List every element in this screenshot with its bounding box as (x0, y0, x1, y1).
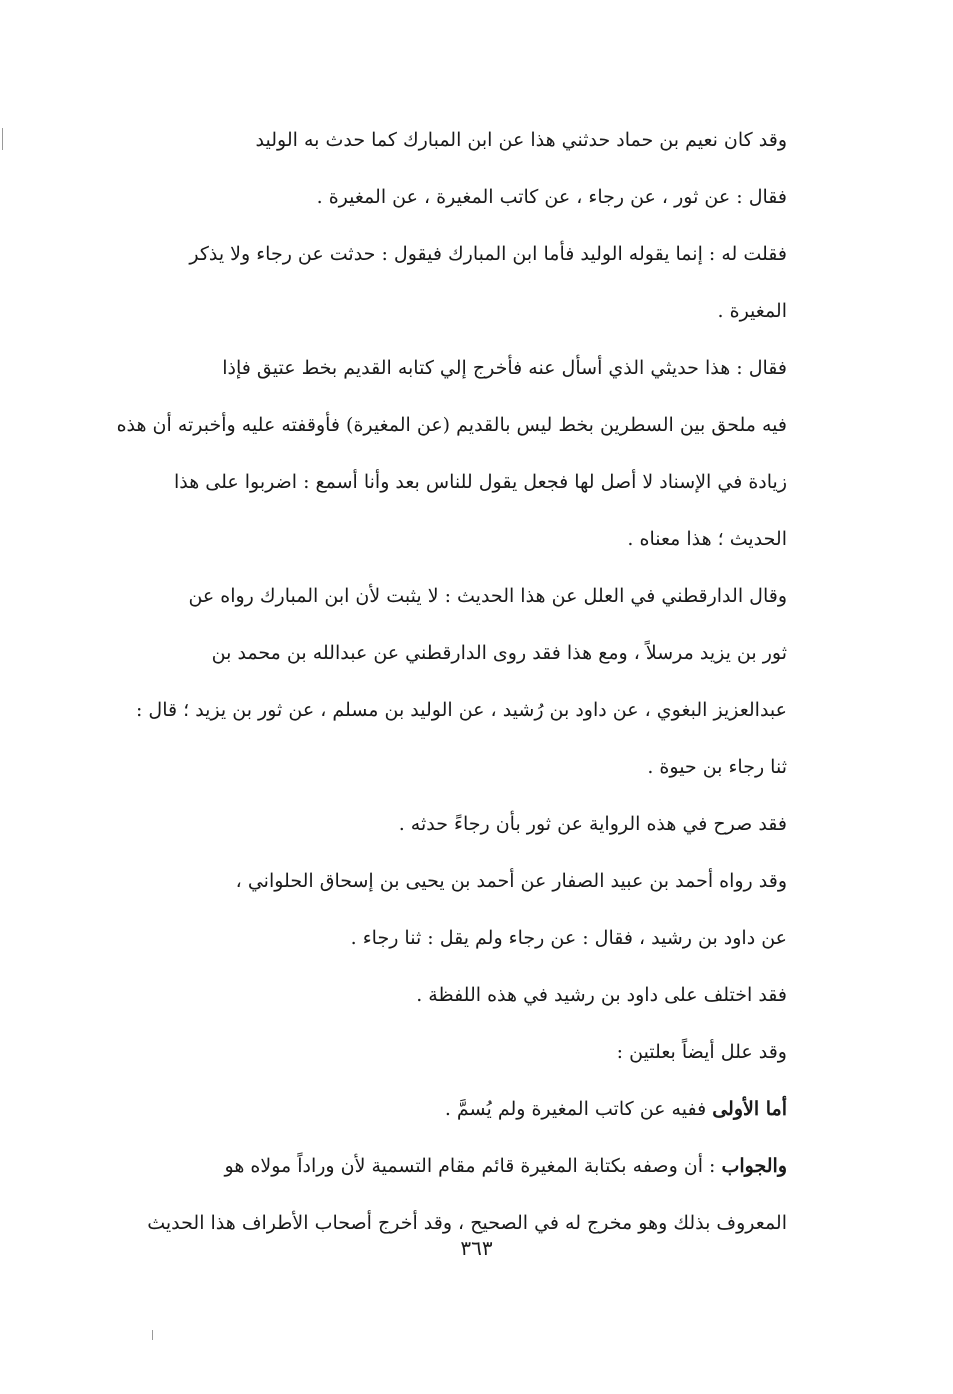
paragraph-10 (115, 1138, 825, 1252)
text-line: وقال الدارقطني في العلل عن هذا الحديث : لا يثبت لأن ابن المبارك رواه عن (188, 585, 787, 607)
paragraph-5 (115, 796, 825, 853)
paragraph-7 (115, 967, 825, 1024)
text-run: ففيه عن كاتب المغيرة ولم يُسمَّ . (444, 1098, 713, 1120)
text-line: المعروف بذلك وهو مخرج له في الصحيح ، وقد أخرج أصحاب الأطراف هذا الحديث (147, 1212, 787, 1234)
scan-mark (2, 128, 3, 150)
text-line: ثنا رجاء بن حيوة . (647, 756, 787, 778)
text-line: فقد صرح في هذه الرواية عن ثور بأن رجاءً حدثه . (398, 813, 787, 835)
text-line: وقد كان نعيم بن حماد حدثني هذا عن ابن المبارك كما حدث به الوليد (255, 129, 787, 151)
text-line: عن داود بن رشيد ، فقال : عن رجاء ولم يقل : ثنا رجاء . (350, 927, 787, 949)
text-line: عبدالعزيز البغوي ، عن داود بن رُشيد ، عن الوليد بن مسلم ، عن ثور بن يزيد ؛ قال : (135, 699, 787, 721)
text-line: فيه ملحق بين السطرين بخط ليس بالقديم (عن المغيرة) فأوقفته عليه وأخبرته أن هذه (116, 414, 787, 436)
paragraph-6 (115, 853, 825, 967)
page-number: ٣٦٣ (460, 1236, 493, 1260)
paragraph-4 (115, 568, 825, 796)
text-line (115, 1081, 825, 1138)
text-line: وقد رواه أحمد بن عبيد الصفار عن أحمد بن يحيى بن إسحاق الحلواني ، (235, 870, 787, 892)
text-line (115, 1138, 825, 1195)
text-run: : أن وصفه بكتابة المغيرة قائم مقام التسمية لأن وراداً مولاه هو (224, 1155, 722, 1177)
text-line: فقال : عن ثور ، عن رجاء ، عن كاتب المغيرة ، عن المغيرة . (316, 186, 787, 208)
text-line: فقد اختلف على داود بن رشيد في هذه اللفظة . (416, 984, 787, 1006)
text-line: وقد علل أيضاً بعلتين : (616, 1041, 787, 1063)
text-line: ثور بن يزيد مرسلاً ، ومع هذا فقد روى الدارقطني عن عبدالله بن محمد بن (211, 642, 787, 664)
bold-lead: والجواب (721, 1155, 787, 1177)
paragraph-1 (115, 112, 825, 226)
text-line: فقلت له : إنما يقوله الوليد فأما ابن المبارك فيقول : حدثت عن رجاء ولا يذكر (189, 243, 787, 265)
text-line: المغيرة . (717, 300, 787, 322)
text-line: فقال : هذا حديثي الذي أسأل عنه فأخرج إلي كتابه القديم بخط عتيق فإذا (222, 357, 787, 379)
paragraph-8 (115, 1024, 825, 1081)
bold-lead: أما الأولى (712, 1098, 787, 1120)
text-line: الحديث ؛ هذا معناه . (627, 528, 787, 550)
paragraph-3 (115, 340, 825, 568)
body-text (115, 112, 825, 1252)
paragraph-2 (115, 226, 825, 340)
paragraph-9 (115, 1081, 825, 1138)
text-line: زيادة في الإسناد لا أصل لها فجعل يقول للناس بعد وأنا أسمع : اضربوا على هذا (173, 471, 787, 493)
scan-mark (152, 1330, 153, 1340)
